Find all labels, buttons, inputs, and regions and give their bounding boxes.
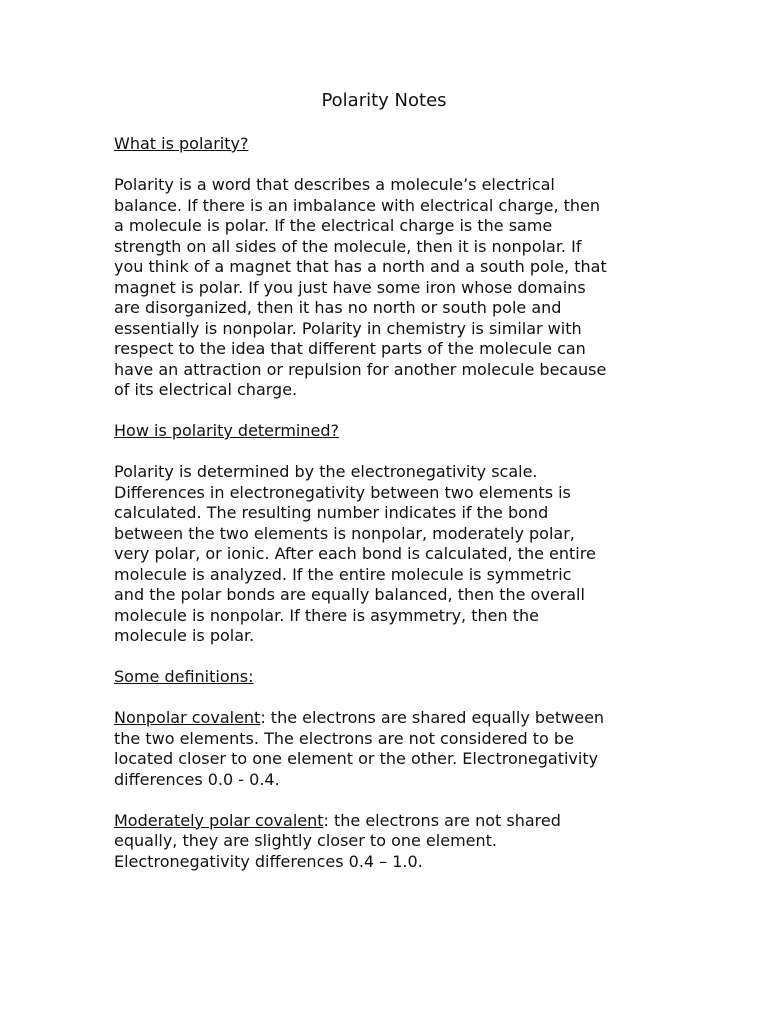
definition-term: Moderately polar covalent	[114, 810, 324, 830]
definition-first-line	[114, 811, 674, 832]
text-line: the two elements. The electrons are not considered to be	[114, 728, 574, 748]
page-title: Polarity Notes	[321, 90, 447, 111]
definition-text: : the electrons are shared equally between	[260, 708, 605, 727]
text-line: equally, they are slightly closer to one element.	[114, 831, 497, 850]
text-line: differences 0.0 - 0.4.	[114, 769, 280, 789]
text-line: balance. If there is an imbalance with electrical charge, then	[114, 195, 601, 215]
text-line: you think of a magnet that has a north and a south pole, that	[114, 257, 607, 276]
definition-moderately-polar-covalent	[114, 811, 674, 873]
document-body	[114, 134, 674, 893]
text-line: located closer to one element or the other. Electronegativity	[114, 749, 599, 768]
text-line: respect to the idea that different parts of the molecule can	[114, 339, 586, 358]
text-line: between the two elements is nonpolar, moderately polar,	[114, 523, 575, 543]
text-line: Differences in electronegativity between two elements is	[114, 482, 571, 502]
section-heading-what-is-polarity: What is polarity?	[114, 134, 249, 153]
text-line: magnet is polar. If you just have some iron whose domains	[114, 277, 586, 297]
text-line: a molecule is polar. If the electrical charge is the same	[114, 216, 553, 235]
section-heading-definitions: Some definitions:	[114, 667, 254, 686]
text-line: of its electrical charge.	[114, 380, 298, 399]
text-line: molecule is analyzed. If the entire molecule is symmetric	[114, 564, 572, 584]
text-line: essentially is nonpolar. Polarity in chemistry is similar with	[114, 318, 582, 338]
text-line: molecule is nonpolar. If there is asymmetry, then the	[114, 605, 539, 625]
text-line: and the polar bonds are equally balanced, then the overall	[114, 585, 585, 604]
section-heading-how-determined: How is polarity determined?	[114, 421, 339, 440]
text-line: Polarity is determined by the electronegativity scale.	[114, 462, 538, 481]
definition-term: Nonpolar covalent	[114, 708, 261, 727]
text-line: very polar, or ionic. After each bond is calculated, the entire	[114, 544, 596, 563]
text-line: have an attraction or repulsion for another molecule because	[114, 359, 607, 379]
text-line: Electronegativity differences 0.4 – 1.0.	[114, 851, 423, 871]
definition-first-line	[114, 708, 674, 729]
polarity-definition-paragraph	[114, 175, 674, 401]
polarity-determination-paragraph	[114, 462, 674, 647]
text-line: strength on all sides of the molecule, then it is nonpolar. If	[114, 236, 582, 256]
text-line: calculated. The resulting number indicates if the bond	[114, 503, 549, 522]
text-line: molecule is polar.	[114, 626, 255, 645]
text-line: Polarity is a word that describes a molecule’s electrical	[114, 175, 555, 194]
definition-text: : the electrons are not shared	[323, 810, 561, 830]
text-line: are disorganized, then it has no north or south pole and	[114, 298, 562, 317]
definition-nonpolar-covalent	[114, 708, 674, 790]
